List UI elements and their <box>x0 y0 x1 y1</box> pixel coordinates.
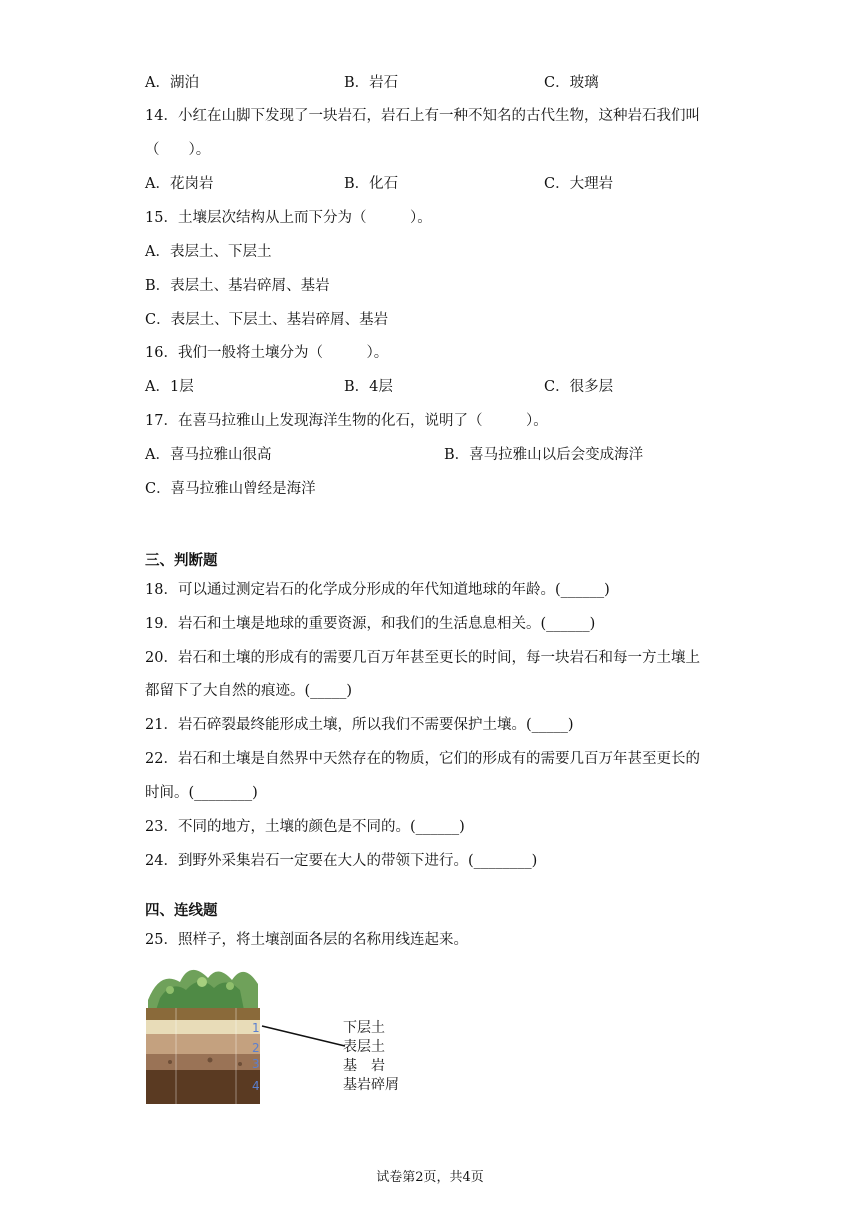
q17-option-c: C．喜马拉雅山曾经是海洋 <box>145 481 316 497</box>
q13-option-a: A．湖泊 <box>145 75 199 91</box>
layer-number-3: 3 <box>252 1057 260 1071</box>
layer-number-4: 4 <box>252 1079 260 1093</box>
soil-label-1[interactable]: 下层土 <box>343 1020 385 1036</box>
soil-layer-1 <box>146 1020 260 1034</box>
q20-line1: 20．岩石和土壤的形成有的需要几百万年甚至更长的时间，每一块岩石和每一方土壤上 <box>145 650 700 666</box>
q14-option-a: A．花岗岩 <box>145 176 214 192</box>
soil-layer-names <box>343 1019 399 1095</box>
section-title-matching: 四、连线题 <box>145 903 218 919</box>
q22-line2: 时间。(________) <box>145 785 258 801</box>
q17-stem: 17．在喜马拉雅山上发现海洋生物的化石，说明了（ ）。 <box>145 413 548 429</box>
q17-option-a: A．喜马拉雅山很高 <box>145 447 272 463</box>
soil-profile-figure <box>140 960 370 1110</box>
q14-stem-line1: 14．小红在山脚下发现了一块岩石，岩石上有一种不知名的古代生物，这种岩石我们叫 <box>145 108 700 124</box>
q23: 23．不同的地方，土壤的颜色是不同的。(______) <box>145 819 465 835</box>
q20-line2: 都留下了大自然的痕迹。(_____) <box>145 683 353 699</box>
soil-layer-2 <box>146 1034 260 1054</box>
q13-option-c: C．玻璃 <box>544 75 599 91</box>
section-title-judgement: 三、判断题 <box>145 553 218 569</box>
q15-option-a: A．表层土、下层土 <box>145 244 272 260</box>
q25-stem: 25．照样子，将土壤剖面各层的名称用线连起来。 <box>145 932 468 948</box>
q15-option-b: B．表层土、基岩碎屑、基岩 <box>145 278 330 294</box>
layer-number-1: 1 <box>252 1021 260 1035</box>
soil-label-2[interactable]: 表层土 <box>343 1039 385 1055</box>
q16-stem: 16．我们一般将土壤分为（ ）。 <box>145 345 389 361</box>
page-footer: 试卷第2页，共4页 <box>376 1170 484 1185</box>
q19: 19．岩石和土壤是地球的重要资源，和我们的生活息息相关。(______) <box>145 616 596 632</box>
q13-option-b: B．岩石 <box>344 75 399 91</box>
layer-number-2: 2 <box>252 1041 260 1055</box>
q17-option-b: B．喜马拉雅山以后会变成海洋 <box>444 447 644 463</box>
q15-stem: 15．土壤层次结构从上而下分为（ ）。 <box>145 210 432 226</box>
soil-label-4[interactable]: 基岩碎屑 <box>343 1077 399 1093</box>
q18: 18．可以通过测定岩石的化学成分形成的年代知道地球的年龄。(______) <box>145 582 610 598</box>
soil-layer-4 <box>146 1070 260 1104</box>
q16-option-a: A．1层 <box>145 379 194 395</box>
q16-option-c: C．很多层 <box>544 379 614 395</box>
q15-option-c: C．表层土、下层土、基岩碎屑、基岩 <box>145 312 389 328</box>
q21: 21．岩石碎裂最终能形成土壤，所以我们不需要保护土壤。(_____) <box>145 717 574 733</box>
example-connector-line <box>262 1026 345 1046</box>
q14-option-c: C．大理岩 <box>544 176 614 192</box>
q14-stem-line2: （ ）。 <box>145 142 211 158</box>
q24: 24．到野外采集岩石一定要在大人的带领下进行。(________) <box>145 853 538 869</box>
soil-layer-3 <box>146 1054 260 1070</box>
soil-label-3[interactable]: 基 岩 <box>343 1058 385 1074</box>
q16-option-b: B．4层 <box>344 379 393 395</box>
q22-line1: 22．岩石和土壤是自然界中天然存在的物质，它们的形成有的需要几百万年甚至更长的 <box>145 751 700 767</box>
q14-option-b: B．化石 <box>344 176 399 192</box>
